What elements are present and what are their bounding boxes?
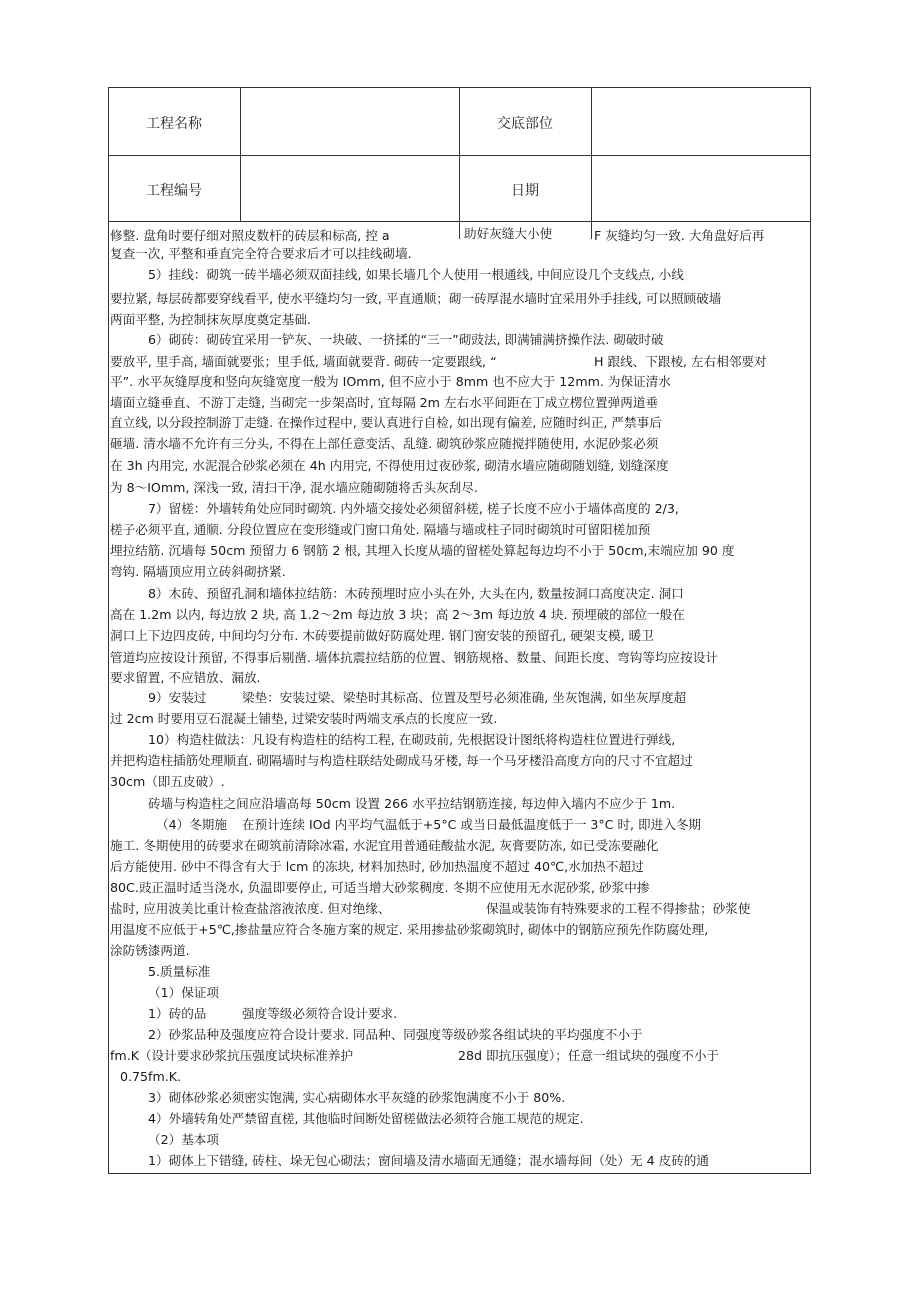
- body-line-37: （1）保证项: [148, 985, 219, 1000]
- body-line-16: 埋拉结筋. 沉墙每 50cm 预留力 6 钢筋 2 根, 其埋入长度从墙的留槎处算起每边均不小于 50cm,末端应加 90 度: [110, 543, 735, 558]
- body-line-22: 要求留置, 不应错放、漏放.: [110, 670, 261, 685]
- body-line-24: 过 2cm 时要用豆石混凝土铺垫, 过梁安装时两端支承点的长度应一致.: [110, 711, 498, 726]
- body-line-17: 弯钩. 隔墙顶应用立砖斜砌挤紧.: [110, 564, 286, 579]
- body-line-19: 高在 1.2m 以内, 每边放 2 块, 高 1.2～2m 每边放 3 块；高 2～3m 每边放 4 块. 预埋破的部位一般在: [110, 607, 685, 622]
- body-line-43: 4）外墙转角处严禁留直槎, 其他临时间断处留槎做法必须符合施工规范的规定.: [148, 1111, 584, 1126]
- body-line-28: 砖墙与构造柱之间应沿墙高每 50cm 设置 266 水平拉结钢筋连接, 每边伸入墙内不应少于 1m.: [148, 796, 676, 811]
- body-line-42: 3）砌体砂浆必须密实饱满, 实心病砌体水平灰缝的砂浆饱满度不小于 80%.: [148, 1090, 566, 1105]
- body-line-7a: 要放平, 里手高, 墙面就要张；里手低, 墙面就要背. 砌砖一定要跟线, “: [110, 354, 497, 369]
- body-line-31: 后方能使用. 砂中不得含有大于 lcm 的冻块, 材料加热时, 砂加热温度不超过 40℃,水加热不超过: [110, 859, 644, 874]
- body-line-10: 直立线, 以分段控制游丁走缝. 在操作过程中, 要认真进行自检, 如出现有偏差, 应随时纠正, 严禁事后: [110, 415, 662, 430]
- body-line-44: （2）基本项: [148, 1132, 219, 1147]
- body-line-25: 10）构造柱做法：凡设有构造柱的结构工程, 在砌豉前, 先根据设计图纸将构造柱位置进行弹线,: [148, 732, 676, 747]
- body-line-8: 平”. 水平灰缝厚度和竖向灰缝宽度一般为 IOmm, 但不应小于 8mm 也不应大于 12mm. 为保证清水: [110, 374, 671, 389]
- body-line-41: 0.75fm.K.: [120, 1069, 182, 1084]
- body-line-27: 30cm（即五皮破）.: [110, 774, 225, 789]
- body-line-33a: 盐时, 应用波美比重计检查盐溶液浓度. 但对绝缘、: [110, 901, 391, 916]
- body-line-15: 槎子必须平直, 通顺. 分段位置应在变形缝或门窗口角处. 隔墙与墙或柱子同时砌筑时可留阳槎加预: [110, 522, 651, 537]
- body-line-12: 在 3h 内用完, 水泥混合砂浆必须在 4h 内用完, 不得使用过夜砂浆, 砌清水墙应随砌随划缝, 划缝深度: [110, 458, 669, 473]
- body-line-20: 洞口上下边四皮砖, 中间均匀分布. 木砖要提前做好防腐处理. 钢门窗安装的预留孔, 硬架支模, 暖卫: [110, 628, 654, 643]
- body-line-4: 要拉紧, 每层砖都要穿线看平, 使水平缝均匀一致, 平直通顺；砌一砖厚混水墙时宜采用外手挂线, 可以照顾破墙: [110, 291, 722, 306]
- body-line-29b: 在预计连续 IOd 内平均气温低于+5°C 或当日最低温度低于一 3°C 时, 即进入冬期: [242, 817, 702, 832]
- body-line-1c: F 灰缝均匀一致. 大角盘好后再: [594, 228, 765, 243]
- body-line-45: 1）砌体上下错缝, 砖柱、垛无包心砌法；窗间墙及清水墙面无通缝；混水墙每间（处）无 4 皮砖的通: [148, 1153, 709, 1168]
- body-line-40b: 28d 即抗压强度）；任意一组试块的强度不小于: [458, 1048, 720, 1063]
- project-name-label: 工程名称: [146, 116, 202, 132]
- body-line-33b: 保温或装饰有特殊要求的工程不得掺盐；砂浆使: [486, 901, 751, 916]
- body-line-2: 复查一次, 平整和垂直完全符合要求后才可以挂线砌墙.: [110, 246, 412, 261]
- body-line-1a: 修整. 盘角时要仔细对照皮数杆的砖层和标高, 控 a: [110, 228, 390, 243]
- body-line-26: 并把构造柱插筋处理顺直. 砌隔墙时与构造柱联结处砌成马牙楼, 每一个马牙楼沿高度方向的尺寸不宜超过: [110, 753, 693, 768]
- body-line-6: 6）砌砖：砌砖宜采用一铲灰、一块破、一挤揉的“三一”砌豉法, 即满铺满挤操作法. 砌破时破: [148, 332, 664, 347]
- body-line-38b: 强度等级必须符合设计要求.: [242, 1006, 398, 1021]
- body-line-40a: fm.K（设计要求砂浆抗压强度试块标准养护: [110, 1048, 354, 1063]
- header-col-divider-1: [240, 87, 241, 222]
- body-line-30: 施工. 冬期使用的砖要求在砌筑前清除冰霜, 水泥宜用普通硅酸盐水泥, 灰膏要防冻, 如已受冻要融化: [110, 838, 659, 853]
- body-line-34: 用温度不应低于+5℃,掺盐量应符合冬施方案的规定. 采用掺盐砂浆砌筑时, 砌体中的钢筋应预先作防腐处理,: [110, 922, 709, 937]
- body-line-32: 80C.豉正温时适当浇水, 负温即要停止, 可适当增大砂浆稠度. 冬期不应使用无水泥砂浆, 砂浆中掺: [110, 880, 650, 895]
- body-line-18: 8）木砖、预留孔洞和墙体拉结筋：木砖预埋时应小头在外, 大头在内, 数量按洞口高度决定. 洞口: [148, 586, 684, 601]
- body-line-3: 5）挂线：砌筑一砖半墙必须双面挂线, 如果长墙几个人使用一根通线, 中间应设几个支线点, 小线: [148, 267, 684, 282]
- body-line-39: 2）砂浆品种及强度应符合设计要求. 同品种、同强度等级砂浆各组试块的平均强度不小于: [148, 1027, 643, 1042]
- body-line-11: 砸墙. 清水墙不允许有三分头, 不得在上部任意变活、乱缝. 砌筑砂浆应随搅拌随使用, 水泥砂浆必须: [110, 436, 659, 451]
- body-line-23b: 梁垫：安装过梁、梁垫时其标高、位置及型号必须准确, 坐灰饱满, 如坐灰厚度超: [242, 690, 687, 705]
- body-line-13: 为 8～IOmm, 深浅一致, 清扫干净, 混水墙应随砌随将舌头灰刮尽.: [110, 480, 478, 495]
- body-line-29a: （4）冬期施: [156, 817, 227, 832]
- body-line-7b: H 跟线、下跟棱, 左右相邻要对: [594, 354, 767, 369]
- body-line-36: 5.质量标准: [148, 964, 211, 979]
- handover-part-label: 交底部位: [497, 116, 553, 132]
- body-line-38a: 1）砖的品: [148, 1006, 207, 1021]
- body-line-23a: 9）安装过: [148, 690, 207, 705]
- body-line-1b: 助好灰缝大小使: [464, 226, 553, 241]
- project-number-label: 工程编号: [146, 183, 202, 199]
- date-label: 日期: [511, 183, 539, 199]
- header-col-divider-3: [591, 87, 592, 239]
- body-line-21: 管道均应按设计预留, 不得事后剔凿. 墙体抗震拉结筋的位置、钢筋规格、数量、间距长度、弯钩等均应按设计: [110, 650, 718, 665]
- body-line-14: 7）留槎：外墙转角处应同时砌筑. 内外墙交接处必须留斜槎, 槎子长度不应小于墙体高度的 2/3,: [148, 501, 679, 516]
- header-col-divider-2: [459, 87, 460, 239]
- body-line-5: 两面平整, 为控制抹灰厚度奠定基础.: [110, 312, 311, 327]
- body-line-9: 墙面立缝垂直、不游丁走缝, 当砌完一步架高时, 宜每隔 2m 左右水平间距在丁成立楞位置弹两道垂: [110, 395, 659, 410]
- body-line-35: 涂防锈漆两道.: [110, 943, 190, 958]
